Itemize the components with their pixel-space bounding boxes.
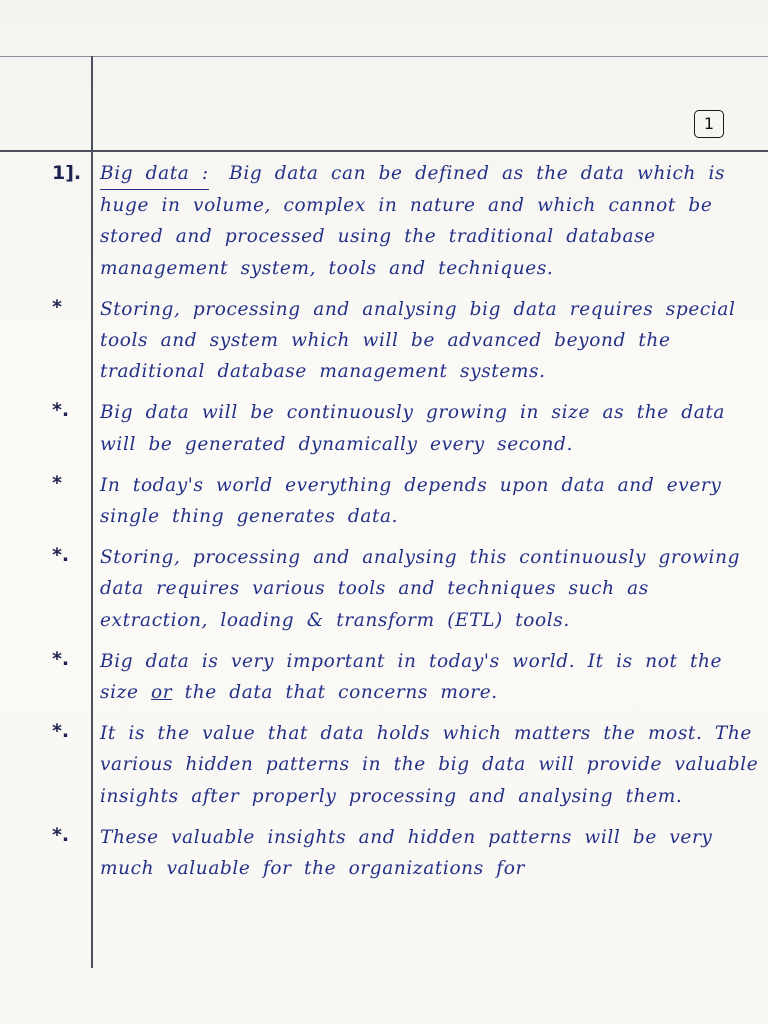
bullet-paragraph: [52, 718, 759, 812]
bullet-text: These valuable insights and hidden patterns will be very much valuable for the organizations for: [100, 826, 713, 880]
top-rule: [0, 56, 768, 57]
bullet-marker: *.: [52, 399, 70, 422]
bullet-marker: *: [52, 471, 62, 494]
bullet-paragraph: [52, 822, 752, 884]
bullet-paragraph: [52, 542, 752, 636]
bullet-marker: *: [52, 295, 62, 318]
bullet-text: Storing, processing and analysing this continuously growing data requires various tools and techniques such as extraction, loading & transform (ETL) tools.: [100, 547, 741, 631]
section-heading: Big data :: [100, 158, 209, 190]
notes-content: [52, 158, 759, 894]
underlined-word: or: [151, 682, 173, 704]
bullet-paragraph: [52, 294, 752, 388]
bullet-text: Big data will be continuously growing in size as the data will be generated dynamically every second.: [100, 402, 726, 455]
bullet-marker: *.: [52, 647, 70, 670]
bullet-text: Storing, processing and analysing big data requires special tools and system which will be advanced beyond the traditional database management systems.: [100, 298, 736, 383]
header-rule: [0, 150, 768, 152]
intro-text-block: [100, 158, 760, 284]
bullet-paragraph: [52, 470, 752, 532]
bullet-marker: *.: [52, 720, 70, 743]
bullet-text: In today's world everything depends upon data and every single thing generates data.: [100, 474, 722, 528]
bullet-text: It is the value that data holds which matters the most. The various hidden patterns in the big data will provide valuable insights after properly processing and analysing them.: [100, 723, 759, 807]
bullet-text-part: the data that concerns more.: [184, 682, 498, 704]
bullet-marker: *.: [52, 544, 70, 567]
section-number: 1].: [52, 162, 82, 184]
page-number-box: 1: [694, 110, 724, 138]
bullet-text-block: [100, 646, 760, 708]
bullet-paragraph: [52, 646, 752, 708]
bullet-paragraph: [52, 397, 752, 459]
bullet-marker: *.: [52, 823, 70, 846]
intro-definition: Big data can be defined as the data which is huge in volume, complex in nature and which cannot be stored and processed using the traditional database management system, tools and techniques.: [100, 163, 726, 279]
intro-paragraph: [52, 158, 752, 284]
bullet-text-part: Big data is very important in today's world. It is not the size: [100, 650, 723, 704]
